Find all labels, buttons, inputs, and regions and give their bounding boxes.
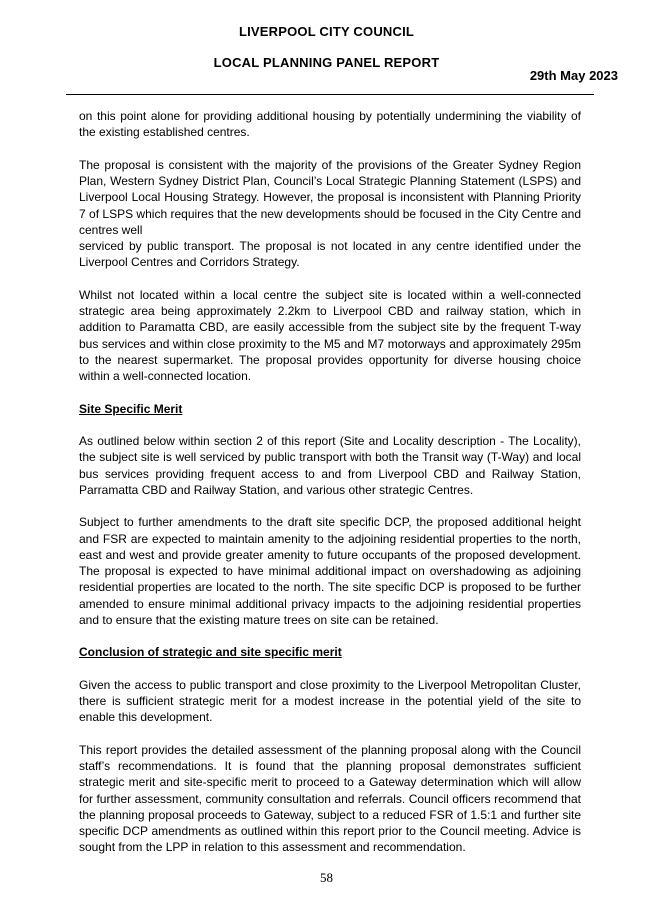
paragraph-strategic-consistency bbox=[79, 157, 581, 271]
paragraph-amenity: Subject to further amendments to the draft site specific DCP, the proposed additional height and FSR are expected to maintain amenity to the adjoining residential properties to the north, east and west and provide greater amenity to future occupants of the proposed development. The proposal is expected to have minimal additional impact on overshadowing as adjoining residential properties are located to the north. The site specific DCP is proposed to be further amended to ensure minimal additional privacy impacts to the adjoining residential properties and to ensure that the existing mature trees on site can be retained. bbox=[79, 515, 581, 627]
heading-conclusion: Conclusion of strategic and site specific merit bbox=[79, 645, 342, 660]
report-body bbox=[79, 108, 581, 856]
report-title: LOCAL PLANNING PANEL REPORT bbox=[213, 55, 440, 70]
page-number: 58 bbox=[320, 870, 333, 885]
paragraph-location: Whilst not located within a local centre the subject site is located within a well-connected strategic area being approximately 2.2km to Liverpool CBD and railway station, which in addition to Paramatta CBD, are easily accessible from the subject site by the frequent T-way bus services and within close proximity to the M5 and M7 motorways and approximately 295m to the nearest supermarket. The proposal provides opportunity for diverse housing choice within a well-connected location. bbox=[79, 287, 581, 383]
organisation-name: LIVERPOOL CITY COUNCIL bbox=[238, 24, 415, 39]
heading-site-specific-merit: Site Specific Merit bbox=[79, 401, 183, 416]
header-divider bbox=[66, 94, 594, 95]
paragraph-continuation: on this point alone for providing additional housing by potentially undermining the viability of the existing established centres. bbox=[79, 109, 581, 140]
report-date: 29th May 2023 bbox=[529, 68, 618, 83]
paragraph-strategic-consistency-part-a: The proposal is consistent with the majority of the provisions of the Greater Sydney Region Plan, Western Sydney District Plan, Council’s Local Strategic Planning Statement (LSPS) and Liverpool Local Housing Strategy. However, the proposal is inconsistent with Planning Priority 7 of LSPS which requires that the new developments should be focused in the City Centre and centres well bbox=[79, 157, 581, 237]
paragraph-conclusion: Given the access to public transport and close proximity to the Liverpool Metropolitan Cluster, there is sufficient strategic merit for a modest increase in the potential yield of the site to enable this development. bbox=[79, 677, 581, 725]
paragraph-strategic-consistency-part-b: serviced by public transport. The proposal is not located in any centre identified under the Liverpool Centres and Corridors Strategy. bbox=[79, 239, 581, 270]
paragraph-transport: As outlined below within section 2 of this report (Site and Locality description - The Locality), the subject site is well serviced by public transport with both the Transit way (T-Way) and local bus services providing frequent access to and from Liverpool CBD and Railway Station, Parramatta CBD and Railway Station, and various other strategic Centres. bbox=[79, 434, 581, 497]
paragraph-recommendation: This report provides the detailed assessment of the planning proposal along with the Council staff’s recommendations. It is found that the planning proposal demonstrates sufficient strategic merit and site-specific merit to proceed to a Gateway determination which will allow for further assessment, community consultation and referrals. Council officers recommend that the planning proposal proceeds to Gateway, subject to a reduced FSR of 1.5:1 and further site specific DCP amendments as outlined within this report prior to the Council meeting. Advice is sought from the LPP in relation to this assessment and recommendation. bbox=[79, 742, 581, 855]
